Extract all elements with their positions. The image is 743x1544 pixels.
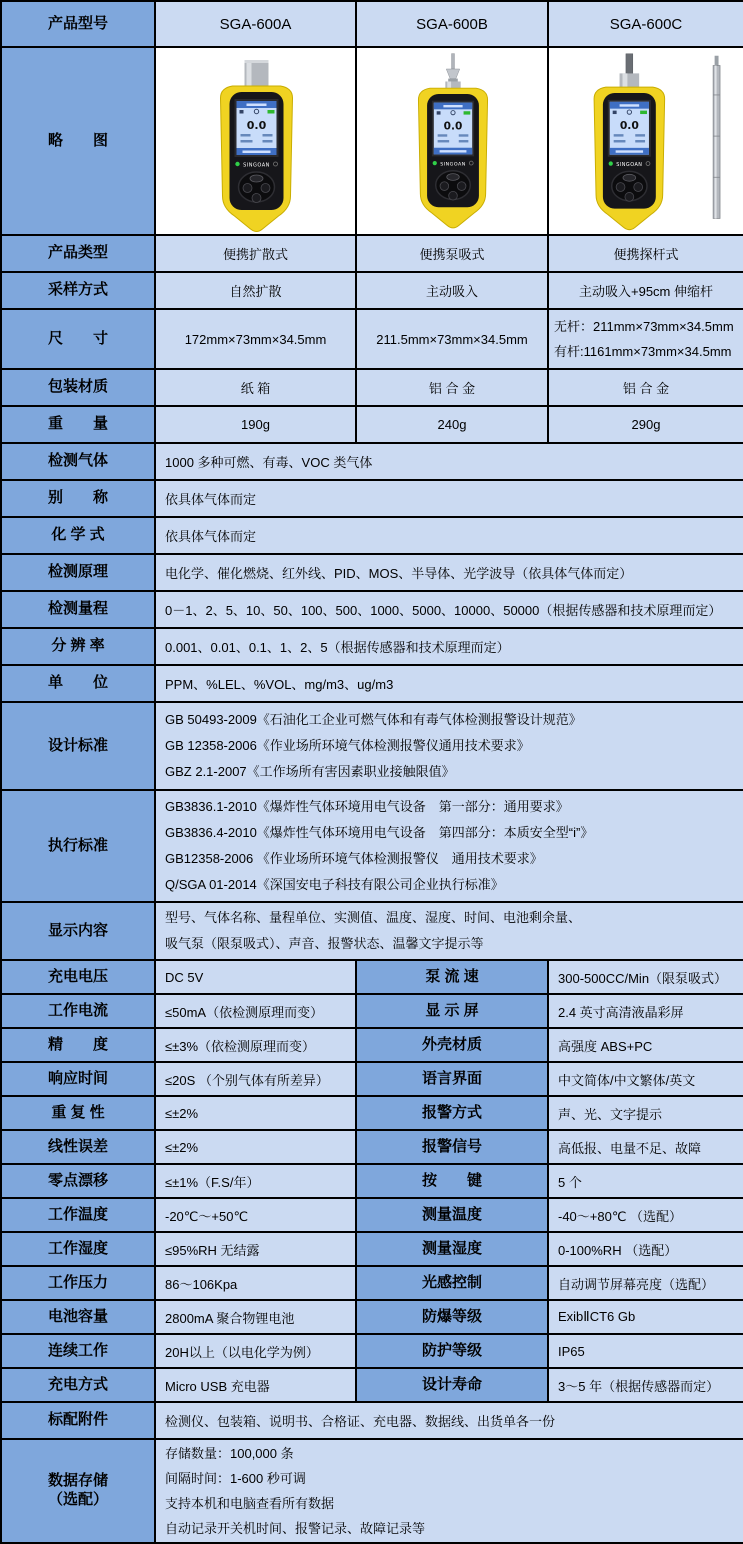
cell-continuous-work: 20H以上（以电化学为例） [155, 1334, 356, 1368]
table-row-header [1, 1, 743, 47]
execution-standard-line: GB12358-2006 《作业场所环境气体检测报警仪 通用技术要求》 [165, 851, 543, 866]
table-row [1, 1062, 743, 1096]
table-row [1, 480, 743, 517]
table-row [1, 1130, 743, 1164]
table-row [1, 517, 743, 554]
battery-icon [268, 110, 275, 114]
data-storage-line: 支持本机和电脑查看所有数据 [165, 1496, 335, 1511]
row-label-charge-voltage: 充电电压 [1, 960, 155, 994]
cell-explosion-proof-grade: ExibⅡCT6 Gb [548, 1300, 743, 1334]
row-label-response-time: 响应时间 [1, 1062, 155, 1096]
execution-standard-line: GB3836.1-2010《爆炸性气体环境用电气设备 第一部分：通用要求》 [165, 799, 569, 814]
cell-weight-a: 190g [155, 406, 356, 443]
row-label-working-current: 工作电流 [1, 994, 155, 1028]
cell-resolution: 0.001、0.01、0.1、1、2、5（根据传感器和技术原理而定） [155, 628, 743, 665]
cell-display-content [155, 902, 743, 960]
cell-working-pressure: 86～106Kpa [155, 1266, 356, 1300]
header-model-a: SGA-600A [155, 1, 356, 47]
row-label-alarm-mode: 报警方式 [356, 1096, 548, 1130]
control-buttons [239, 172, 275, 203]
design-standard-line: GB 50493-2009《石油化工企业可燃气体和有毒气体检测报警设计规范》 [165, 712, 582, 727]
lcd-screen [433, 102, 473, 156]
row-label-battery-capacity: 电池容量 [1, 1300, 155, 1334]
row-label-unit: 单 位 [1, 665, 155, 702]
cell-alarm-mode: 声、光、文字提示 [548, 1096, 743, 1130]
power-led [433, 161, 437, 165]
table-row [1, 902, 743, 960]
cell-charge-voltage: DC 5V [155, 960, 356, 994]
cell-buttons: 5 个 [548, 1164, 743, 1198]
cell-zero-drift: ≤±1%（F.S/年） [155, 1164, 356, 1198]
row-label-data-storage [1, 1439, 155, 1543]
row-label-alias: 别 称 [1, 480, 155, 517]
row-label-working-humidity: 工作湿度 [1, 1232, 155, 1266]
cell-working-temperature: -20℃～+50℃ [155, 1198, 356, 1232]
cell-light-control: 自动调节屏幕亮度（选配） [548, 1266, 743, 1300]
sketch-label: 略 图 [1, 47, 155, 235]
row-label-measure-temperature: 测量温度 [356, 1198, 548, 1232]
display-content-line: 吸气泵（限泵吸式）、声音、报警状态、温馨文字提示等 [165, 936, 484, 951]
cell-packaging-c: 铝 合 金 [548, 369, 743, 406]
lcd-screen [236, 100, 278, 156]
table-row [1, 1402, 743, 1439]
device-image-cell-b [356, 47, 548, 235]
cell-size-a: 172mm×73mm×34.5mm [155, 309, 356, 369]
row-label-packaging: 包装材质 [1, 369, 155, 406]
table-row [1, 1334, 743, 1368]
table-row [1, 272, 743, 309]
brand-label: SINGOAN [243, 162, 270, 169]
row-label-size: 尺 寸 [1, 309, 155, 369]
power-led [235, 162, 239, 166]
row-label-chemical-formula: 化 学 式 [1, 517, 155, 554]
design-standard-line: GBZ 2.1-2007《工作场所有害因素职业接触限值》 [165, 764, 455, 779]
table-row [1, 1198, 743, 1232]
data-storage-line: 存储数量：100,000 条 [165, 1446, 294, 1461]
row-label-sampling: 采样方式 [1, 272, 155, 309]
cell-chemical-formula: 依具体气体而定 [155, 517, 743, 554]
row-label-accuracy: 精 度 [1, 1028, 155, 1062]
table-row [1, 1028, 743, 1062]
cell-language: 中文简体/中文繁体/英文 [548, 1062, 743, 1096]
probe-tube-icon [620, 54, 640, 88]
menu-button-icon [447, 174, 459, 181]
menu-button-icon [250, 175, 263, 182]
row-label-working-pressure: 工作压力 [1, 1266, 155, 1300]
row-label-measure-humidity: 测量湿度 [356, 1232, 548, 1266]
header-model-c: SGA-600C [548, 1, 743, 47]
table-row [1, 628, 743, 665]
table-row [1, 790, 743, 902]
row-label-protection-grade: 防护等级 [356, 1334, 548, 1368]
row-label-charging-method: 充电方式 [1, 1368, 155, 1402]
table-row [1, 443, 743, 480]
cell-protection-grade: IP65 [548, 1334, 743, 1368]
row-label-working-temperature: 工作温度 [1, 1198, 155, 1232]
table-row [1, 406, 743, 443]
row-label-resolution: 分 辨 率 [1, 628, 155, 665]
row-label-display-content: 显示内容 [1, 902, 155, 960]
brand-label: SINGOAN [440, 162, 466, 168]
row-label-continuous-work: 连续工作 [1, 1334, 155, 1368]
table-row [1, 1266, 743, 1300]
row-label-linearity-error: 线性误差 [1, 1130, 155, 1164]
execution-standard-line: Q/SGA 01-2014《深国安电子科技有限公司企业执行标准》 [165, 877, 504, 892]
gas-detector-illustration-c [549, 48, 743, 234]
table-row [1, 960, 743, 994]
lcd-screen [609, 101, 650, 156]
size-c-line1: 无杆：211mm×73mm×34.5mm [554, 319, 734, 334]
screen-reading: 0.0 [246, 119, 267, 132]
cell-working-current: ≤50mA（依检测原理而变） [155, 994, 356, 1028]
table-row [1, 665, 743, 702]
cell-sampling-c: 主动吸入+95cm 伸缩杆 [548, 272, 743, 309]
pump-probe-icon [445, 54, 460, 90]
table-row [1, 591, 743, 628]
cell-execution-standard [155, 790, 743, 902]
cell-detection-principle: 电化学、催化燃烧、红外线、PID、MOS、半导体、光学波导（依具体气体而定） [155, 554, 743, 591]
header-product-model-label: 产品型号 [1, 1, 155, 47]
menu-button-icon [623, 174, 636, 181]
power-led [609, 161, 613, 165]
telescopic-rod-icon [713, 56, 720, 219]
table-row [1, 702, 743, 790]
cell-size-b: 211.5mm×73mm×34.5mm [356, 309, 548, 369]
table-row [1, 1300, 743, 1334]
cell-data-storage [155, 1439, 743, 1543]
row-label-execution-standard: 执行标准 [1, 790, 155, 902]
row-label-explosion-proof-grade: 防爆等级 [356, 1300, 548, 1334]
table-row [1, 994, 743, 1028]
size-c-line2: 有杆:1161mm×73mm×34.5mm [554, 344, 732, 359]
cell-alarm-signal: 高低报、电量不足、故障 [548, 1130, 743, 1164]
cell-shell-material: 高强度 ABS+PC [548, 1028, 743, 1062]
cell-response-time: ≤20S （个别气体有所差异） [155, 1062, 356, 1096]
data-storage-label-line2: （选配） [47, 1491, 108, 1508]
cell-working-humidity: ≤95%RH 无结露 [155, 1232, 356, 1266]
cell-weight-b: 240g [356, 406, 548, 443]
device-image-cell-c [548, 47, 743, 235]
cell-packaging-a: 纸 箱 [155, 369, 356, 406]
cell-repeatability: ≤±2% [155, 1096, 356, 1130]
table-row [1, 1368, 743, 1402]
row-label-shell-material: 外壳材质 [356, 1028, 548, 1062]
cell-accuracy: ≤±3%（依检测原理而变） [155, 1028, 356, 1062]
cell-type-a: 便携扩散式 [155, 235, 356, 272]
table-row [1, 1232, 743, 1266]
cell-size-c [548, 309, 743, 369]
table-row [1, 1096, 743, 1130]
cell-detected-gas: 1000 多种可燃、有毒、VOC 类气体 [155, 443, 743, 480]
row-label-design-standard: 设计标准 [1, 702, 155, 790]
data-storage-line: 间隔时间：1-600 秒可调 [165, 1471, 306, 1486]
cell-design-life: 3～5 年（根据传感器而定） [548, 1368, 743, 1402]
design-standard-line: GB 12358-2006《作业场所环境气体检测报警仪通用技术要求》 [165, 738, 530, 753]
control-buttons [436, 171, 471, 200]
cell-alias: 依具体气体而定 [155, 480, 743, 517]
speaker-icon [240, 110, 244, 114]
cell-design-standard [155, 702, 743, 790]
row-label-light-control: 光感控制 [356, 1266, 548, 1300]
gas-detector-illustration-a [156, 48, 356, 234]
cell-weight-c: 290g [548, 406, 743, 443]
table-row [1, 554, 743, 591]
table-row [1, 1439, 743, 1543]
brand-label: SINGOAN [616, 161, 643, 168]
battery-icon [464, 111, 471, 114]
data-storage-label-line1: 数据存储 [47, 1472, 108, 1490]
cell-linearity-error: ≤±2% [155, 1130, 356, 1164]
control-buttons [612, 171, 647, 201]
row-label-zero-drift: 零点漂移 [1, 1164, 155, 1198]
row-label-repeatability: 重 复 性 [1, 1096, 155, 1130]
table-row [1, 235, 743, 272]
cell-pump-flow: 300-500CC/Min（限泵吸式） [548, 960, 743, 994]
gas-detector-illustration-b [357, 48, 548, 234]
row-label-weight: 重 量 [1, 406, 155, 443]
cell-accessories: 检测仪、包装箱、说明书、合格证、充电器、数据线、出货单各一份 [155, 1402, 743, 1439]
cell-packaging-b: 铝 合 金 [356, 369, 548, 406]
cell-type-c: 便携探杆式 [548, 235, 743, 272]
row-label-detected-gas: 检测气体 [1, 443, 155, 480]
row-label-product-type: 产品类型 [1, 235, 155, 272]
cell-type-b: 便携泵吸式 [356, 235, 548, 272]
cell-battery-capacity: 2800mA 聚合物锂电池 [155, 1300, 356, 1334]
row-label-detection-range: 检测量程 [1, 591, 155, 628]
table-row [1, 369, 743, 406]
cell-display-screen: 2.4 英寸高清液晶彩屏 [548, 994, 743, 1028]
battery-icon [640, 111, 647, 114]
row-label-display-screen: 显 示 屏 [356, 994, 548, 1028]
row-label-alarm-signal: 报警信号 [356, 1130, 548, 1164]
row-label-buttons: 按 键 [356, 1164, 548, 1198]
row-label-language: 语言界面 [356, 1062, 548, 1096]
cell-sampling-a: 自然扩散 [155, 272, 356, 309]
cell-sampling-b: 主动吸入 [356, 272, 548, 309]
screen-reading: 0.0 [619, 119, 639, 133]
row-label-detection-principle: 检测原理 [1, 554, 155, 591]
table-row-sketch [1, 47, 743, 235]
header-model-b: SGA-600B [356, 1, 548, 47]
cell-measure-humidity: 0-100%RH （选配） [548, 1232, 743, 1266]
screen-reading: 0.0 [443, 120, 463, 133]
cell-charging-method: Micro USB 充电器 [155, 1368, 356, 1402]
execution-standard-line: GB3836.4-2010《爆炸性气体环境用电气设备 第四部分：本质安全型“i”》 [165, 825, 594, 840]
speaker-icon [613, 111, 617, 114]
row-label-design-life: 设计寿命 [356, 1368, 548, 1402]
cell-measure-temperature: -40～+80℃ （选配） [548, 1198, 743, 1232]
data-storage-line: 自动记录开关机时间、报警记录、故障记录等 [165, 1521, 426, 1536]
device-image-cell-a [155, 47, 356, 235]
display-content-line: 型号、气体名称、量程单位、实测值、温度、湿度、时间、电池剩余量、 [165, 910, 582, 925]
cell-unit: PPM、%LEL、%VOL、mg/m3、ug/m3 [155, 665, 743, 702]
speaker-icon [437, 111, 441, 114]
table-row [1, 1164, 743, 1198]
cell-detection-range: 0－1、2、5、10、50、100、500、1000、5000、10000、50000（根据传感器和技术原理而定） [155, 591, 743, 628]
row-label-pump-flow: 泵 流 速 [356, 960, 548, 994]
table-row [1, 309, 743, 369]
row-label-accessories: 标配附件 [1, 1402, 155, 1439]
